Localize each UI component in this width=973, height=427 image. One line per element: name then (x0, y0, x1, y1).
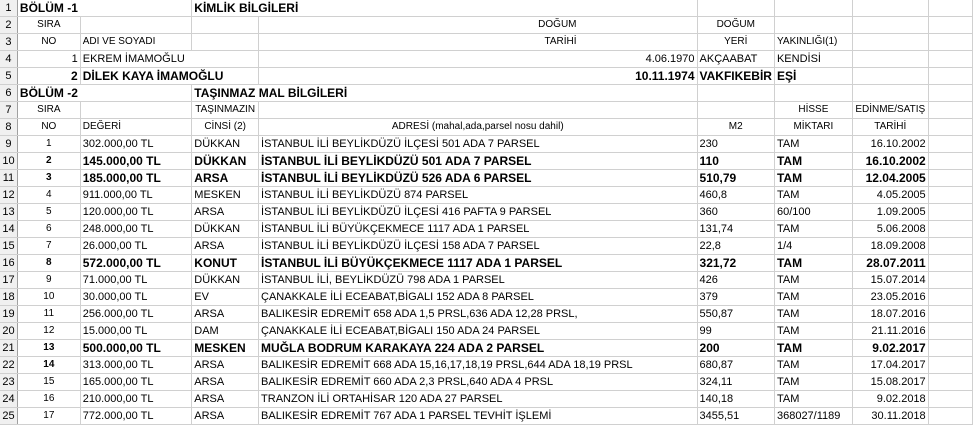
property-edinme-bottom[interactable]: TARİHİ (852, 119, 928, 136)
row-header[interactable]: 5 (0, 68, 17, 85)
cell[interactable] (852, 34, 928, 51)
row-header[interactable]: 17 (0, 272, 17, 289)
property-value[interactable]: 185.000,00 TL (80, 170, 192, 187)
property-m2[interactable]: 426 (697, 272, 774, 289)
property-date[interactable]: 18.09.2008 (852, 238, 928, 255)
property-no[interactable]: 8 (17, 255, 80, 272)
person-no[interactable]: 2 (17, 68, 80, 85)
property-type[interactable]: MESKEN (192, 340, 259, 357)
property-no[interactable]: 7 (17, 238, 80, 255)
property-date[interactable]: 16.10.2002 (852, 136, 928, 153)
property-no[interactable]: 11 (17, 306, 80, 323)
property-date[interactable]: 30.11.2018 (852, 408, 928, 425)
row-header[interactable]: 14 (0, 221, 17, 238)
property-adres-header[interactable]: ADRESİ (mahal,ada,parsel nosu dahil) (259, 119, 697, 136)
property-row (0, 204, 973, 221)
property-m2[interactable]: 360 (697, 204, 774, 221)
property-deger-header[interactable]: DEĞERİ (80, 119, 192, 136)
cell[interactable] (928, 170, 972, 187)
property-m2[interactable]: 510,79 (697, 170, 774, 187)
property-no[interactable]: 15 (17, 374, 80, 391)
row-2 (0, 17, 973, 34)
property-date[interactable]: 15.08.2017 (852, 374, 928, 391)
section2-label[interactable]: BÖLÜM -2 (17, 85, 191, 102)
cell[interactable] (774, 85, 852, 102)
property-value[interactable]: 210.000,00 TL (80, 391, 192, 408)
property-sira-top[interactable]: SIRA (17, 102, 80, 119)
property-row (0, 187, 973, 204)
property-hisse-bottom[interactable]: MİKTARI (774, 119, 852, 136)
cell[interactable] (928, 221, 972, 238)
property-share[interactable]: TAM (774, 153, 852, 170)
row-header[interactable]: 15 (0, 238, 17, 255)
cell[interactable] (697, 0, 774, 17)
property-no[interactable]: 9 (17, 272, 80, 289)
cell[interactable] (928, 51, 972, 68)
property-value[interactable]: 911.000,00 TL (80, 187, 192, 204)
property-date[interactable]: 9.02.2017 (852, 340, 928, 357)
property-m2[interactable]: 460,8 (697, 187, 774, 204)
row-header[interactable]: 4 (0, 51, 17, 68)
property-no[interactable]: 6 (17, 221, 80, 238)
row-header[interactable]: 1 (0, 0, 17, 17)
property-date[interactable]: 28.07.2011 (852, 255, 928, 272)
property-hisse-top[interactable]: HİSSE (774, 102, 852, 119)
property-row (0, 391, 973, 408)
property-share[interactable]: 60/100 (774, 204, 852, 221)
property-row (0, 306, 973, 323)
property-value[interactable]: 256.000,00 TL (80, 306, 192, 323)
cell[interactable] (259, 102, 697, 119)
row-header[interactable]: 12 (0, 187, 17, 204)
property-date[interactable]: 15.07.2014 (852, 272, 928, 289)
cell[interactable] (928, 238, 972, 255)
cell[interactable] (928, 34, 972, 51)
property-value[interactable]: 302.000,00 TL (80, 136, 192, 153)
row-header[interactable]: 8 (0, 119, 17, 136)
row-6 (0, 85, 973, 102)
property-address[interactable]: İSTANBUL İLİ BEYLİKDÜZÜ 501 ADA 7 PARSEL (259, 153, 697, 170)
cell[interactable] (928, 289, 972, 306)
cell[interactable] (852, 17, 928, 34)
property-m2[interactable]: 680,87 (697, 357, 774, 374)
property-type[interactable]: DÜKKAN (192, 221, 259, 238)
cell[interactable] (80, 17, 192, 34)
property-type[interactable]: ARSA (192, 238, 259, 255)
property-row (0, 340, 973, 357)
cell[interactable] (697, 102, 774, 119)
property-value[interactable]: 26.000,00 TL (80, 238, 192, 255)
property-date[interactable]: 4.05.2005 (852, 187, 928, 204)
property-value[interactable]: 15.000,00 TL (80, 323, 192, 340)
property-m2[interactable]: 324,11 (697, 374, 774, 391)
property-row (0, 170, 973, 187)
cell[interactable] (928, 391, 972, 408)
property-share[interactable]: TAM (774, 374, 852, 391)
identity-yakinlik-header[interactable]: YAKINLIĞI(1) (774, 34, 852, 51)
property-row (0, 374, 973, 391)
property-share[interactable]: TAM (774, 187, 852, 204)
property-share[interactable]: TAM (774, 323, 852, 340)
cell[interactable] (192, 17, 259, 34)
cell[interactable] (852, 0, 928, 17)
property-m2[interactable]: 140,18 (697, 391, 774, 408)
cell[interactable] (928, 340, 972, 357)
property-share[interactable]: TAM (774, 136, 852, 153)
property-address[interactable]: İSTANBUL İLİ BÜYÜKÇEKMECE 1117 ADA 1 PARSEL (259, 255, 697, 272)
property-address[interactable]: İSTANBUL İLİ BEYLİKDÜZÜ İLÇESİ 158 ADA 7 PARSEL (259, 238, 697, 255)
cell[interactable] (928, 0, 972, 17)
row-3 (0, 34, 973, 51)
property-address[interactable]: BALIKESİR EDREMİT 660 ADA 2,3 PRSL,640 ADA 4 PRSL (259, 374, 697, 391)
cell[interactable] (928, 136, 972, 153)
property-address[interactable]: İSTANBUL İLİ BEYLİKDÜZÜ 874 PARSEL (259, 187, 697, 204)
person-relation[interactable]: EŞİ (774, 68, 852, 85)
cell[interactable] (852, 85, 928, 102)
property-share[interactable]: TAM (774, 221, 852, 238)
property-value[interactable]: 313.000,00 TL (80, 357, 192, 374)
person-name[interactable]: DİLEK KAYA İMAMOĞLU (80, 68, 258, 85)
cell[interactable] (928, 323, 972, 340)
property-m2[interactable]: 3455,51 (697, 408, 774, 425)
property-address[interactable]: ÇANAKKALE İLİ ECEABAT,BİGALI 152 ADA 8 PARSEL (259, 289, 697, 306)
property-no[interactable]: 16 (17, 391, 80, 408)
row-header[interactable]: 11 (0, 170, 17, 187)
cell[interactable] (774, 0, 852, 17)
property-address[interactable]: ÇANAKKALE İLİ ECEABAT,BİGALI 150 ADA 24 PARSEL (259, 323, 697, 340)
property-row (0, 255, 973, 272)
cell[interactable] (928, 374, 972, 391)
cell[interactable] (928, 17, 972, 34)
property-share[interactable]: 368027/1189 (774, 408, 852, 425)
property-m2[interactable]: 379 (697, 289, 774, 306)
property-address[interactable]: İSTANBUL İLİ BÜYÜKÇEKMECE 1117 ADA 1 PARSEL (259, 221, 697, 238)
identity-name-header[interactable]: ADI VE SOYADI (80, 34, 192, 51)
property-address[interactable]: BALIKESİR EDREMİT 668 ADA 15,16,17,18,19 PRSL,644 ADA 18,19 PRSL (259, 357, 697, 374)
property-no[interactable]: 10 (17, 289, 80, 306)
cell[interactable] (928, 102, 972, 119)
property-type[interactable]: ARSA (192, 357, 259, 374)
cell[interactable] (928, 204, 972, 221)
property-type[interactable]: DÜKKAN (192, 272, 259, 289)
property-share[interactable]: TAM (774, 272, 852, 289)
section1-title[interactable]: KİMLİK BİLGİLERİ (192, 0, 697, 17)
row-header[interactable]: 23 (0, 374, 17, 391)
property-share[interactable]: TAM (774, 289, 852, 306)
cell[interactable] (928, 357, 972, 374)
property-address[interactable]: İSTANBUL İLİ BEYLİKDÜZÜ İLÇESİ 501 ADA 7 PARSEL (259, 136, 697, 153)
cell[interactable] (928, 85, 972, 102)
cell[interactable] (928, 119, 972, 136)
property-no[interactable]: 5 (17, 204, 80, 221)
row-header[interactable]: 16 (0, 255, 17, 272)
property-row (0, 323, 973, 340)
property-address[interactable]: TRANZON İLİ ORTAHİSAR 120 ADA 27 PARSEL (259, 391, 697, 408)
person-no[interactable]: 1 (17, 51, 80, 68)
property-type[interactable]: ARSA (192, 391, 259, 408)
property-value[interactable]: 165.000,00 TL (80, 374, 192, 391)
property-address[interactable]: İSTANBUL İLİ BEYLİKDÜZÜ İLÇESİ 416 PAFTA 9 PARSEL (259, 204, 697, 221)
property-value[interactable]: 500.000,00 TL (80, 340, 192, 357)
property-row (0, 221, 973, 238)
cell[interactable] (774, 17, 852, 34)
property-no[interactable]: 14 (17, 357, 80, 374)
property-type[interactable]: ARSA (192, 306, 259, 323)
property-date[interactable]: 21.11.2016 (852, 323, 928, 340)
property-share[interactable]: TAM (774, 306, 852, 323)
row-7 (0, 102, 973, 119)
property-value[interactable]: 71.000,00 TL (80, 272, 192, 289)
cell[interactable] (928, 255, 972, 272)
property-row (0, 136, 973, 153)
property-type[interactable]: ARSA (192, 170, 259, 187)
cell[interactable] (852, 68, 928, 85)
property-sira-bottom[interactable]: NO (17, 119, 80, 136)
property-address[interactable]: İSTANBUL İLİ BEYLİKDÜZÜ 526 ADA 6 PARSEL (259, 170, 697, 187)
identity-yer-bottom[interactable]: YERİ (697, 34, 774, 51)
property-no[interactable]: 3 (17, 170, 80, 187)
property-date[interactable]: 1.09.2005 (852, 204, 928, 221)
row-header[interactable]: 2 (0, 17, 17, 34)
property-row (0, 357, 973, 374)
property-type[interactable]: DÜKKAN (192, 136, 259, 153)
property-no[interactable]: 13 (17, 340, 80, 357)
property-row (0, 289, 973, 306)
cell[interactable] (852, 51, 928, 68)
property-date[interactable]: 16.10.2002 (852, 153, 928, 170)
property-share[interactable]: TAM (774, 357, 852, 374)
person-name[interactable]: EKREM İMAMOĞLU (80, 51, 258, 68)
row-header[interactable]: 9 (0, 136, 17, 153)
row-header[interactable]: 22 (0, 357, 17, 374)
property-value[interactable]: 120.000,00 TL (80, 204, 192, 221)
row-header[interactable]: 19 (0, 306, 17, 323)
person-date[interactable]: 4.06.1970 (259, 51, 697, 68)
property-m2[interactable]: 99 (697, 323, 774, 340)
cell[interactable] (697, 85, 774, 102)
row-8 (0, 119, 973, 136)
cell[interactable] (928, 187, 972, 204)
property-m2[interactable]: 321,72 (697, 255, 774, 272)
cell[interactable] (928, 153, 972, 170)
property-address[interactable]: BALIKESİR EDREMİT 767 ADA 1 PARSEL TEVHİT İŞLEMİ (259, 408, 697, 425)
person-place[interactable]: AKÇAABAT (697, 51, 774, 68)
property-value[interactable]: 772.000,00 TL (80, 408, 192, 425)
row-4 (0, 51, 973, 68)
property-share[interactable]: TAM (774, 340, 852, 357)
property-type[interactable]: KONUT (192, 255, 259, 272)
property-type[interactable]: EV (192, 289, 259, 306)
row-header[interactable]: 10 (0, 153, 17, 170)
property-row (0, 153, 973, 170)
row-header[interactable]: 7 (0, 102, 17, 119)
cell[interactable] (928, 68, 972, 85)
identity-dogum-top[interactable]: DOĞUM (259, 17, 697, 34)
property-date[interactable]: 9.02.2018 (852, 391, 928, 408)
property-date[interactable]: 12.04.2005 (852, 170, 928, 187)
cell[interactable] (928, 306, 972, 323)
cell[interactable] (928, 272, 972, 289)
person-relation[interactable]: KENDİSİ (774, 51, 852, 68)
row-header[interactable]: 20 (0, 323, 17, 340)
person-date[interactable]: 10.11.1974 (259, 68, 697, 85)
cell[interactable] (80, 102, 192, 119)
property-share[interactable]: TAM (774, 170, 852, 187)
property-value[interactable]: 145.000,00 TL (80, 153, 192, 170)
property-no[interactable]: 4 (17, 187, 80, 204)
section2-title[interactable]: TAŞINMAZ MAL BİLGİLERİ (192, 85, 697, 102)
property-edinme-top[interactable]: EDİNME/SATIŞ (852, 102, 928, 119)
row-header[interactable]: 18 (0, 289, 17, 306)
property-m2[interactable]: 230 (697, 136, 774, 153)
row-header[interactable]: 13 (0, 204, 17, 221)
property-type[interactable]: ARSA (192, 408, 259, 425)
property-no[interactable]: 2 (17, 153, 80, 170)
property-row (0, 272, 973, 289)
identity-dogum-bottom[interactable]: TARİHİ (259, 34, 697, 51)
row-5 (0, 68, 973, 85)
property-type[interactable]: ARSA (192, 204, 259, 221)
property-m2[interactable]: 131,74 (697, 221, 774, 238)
property-m2[interactable]: 22,8 (697, 238, 774, 255)
property-m2[interactable]: 200 (697, 340, 774, 357)
identity-sira-bottom[interactable]: NO (17, 34, 80, 51)
property-share[interactable]: TAM (774, 255, 852, 272)
property-date[interactable]: 23.05.2016 (852, 289, 928, 306)
property-address[interactable]: İSTANBUL İLİ, BEYLİKDÜZÜ 798 ADA 1 PARSEL (259, 272, 697, 289)
row-header[interactable]: 3 (0, 34, 17, 51)
row-header[interactable]: 25 (0, 408, 17, 425)
property-row (0, 238, 973, 255)
identity-sira-top[interactable]: SIRA (17, 17, 80, 34)
property-type[interactable]: MESKEN (192, 187, 259, 204)
section1-label[interactable]: BÖLÜM -1 (17, 0, 191, 17)
property-type[interactable]: DÜKKAN (192, 153, 259, 170)
cell[interactable] (192, 34, 259, 51)
property-no[interactable]: 1 (17, 136, 80, 153)
row-header[interactable]: 24 (0, 391, 17, 408)
property-type[interactable]: DAM (192, 323, 259, 340)
property-date[interactable]: 17.04.2017 (852, 357, 928, 374)
cell[interactable] (928, 408, 972, 425)
property-no[interactable]: 17 (17, 408, 80, 425)
property-type[interactable]: ARSA (192, 374, 259, 391)
property-m2[interactable]: 550,87 (697, 306, 774, 323)
row-header[interactable]: 21 (0, 340, 17, 357)
property-cins-bottom[interactable]: CİNSİ (2) (192, 119, 259, 136)
property-m2-header[interactable]: M2 (697, 119, 774, 136)
property-cins-top[interactable]: TAŞINMAZIN (192, 102, 259, 119)
property-no[interactable]: 12 (17, 323, 80, 340)
row-header[interactable]: 6 (0, 85, 17, 102)
property-address[interactable]: MUĞLA BODRUM KARAKAYA 224 ADA 2 PARSEL (259, 340, 697, 357)
property-address[interactable]: BALIKESİR EDREMİT 658 ADA 1,5 PRSL,636 ADA 12,28 PRSL, (259, 306, 697, 323)
row-1 (0, 0, 973, 17)
property-value[interactable]: 30.000,00 TL (80, 289, 192, 306)
property-value[interactable]: 248.000,00 TL (80, 221, 192, 238)
person-place[interactable]: VAKFIKEBİR (697, 68, 774, 85)
property-row (0, 408, 973, 425)
property-m2[interactable]: 110 (697, 153, 774, 170)
property-share[interactable]: 1/4 (774, 238, 852, 255)
identity-yer-top[interactable]: DOĞUM (697, 17, 774, 34)
property-date[interactable]: 5.06.2008 (852, 221, 928, 238)
property-share[interactable]: TAM (774, 391, 852, 408)
property-date[interactable]: 18.07.2016 (852, 306, 928, 323)
property-value[interactable]: 572.000,00 TL (80, 255, 192, 272)
